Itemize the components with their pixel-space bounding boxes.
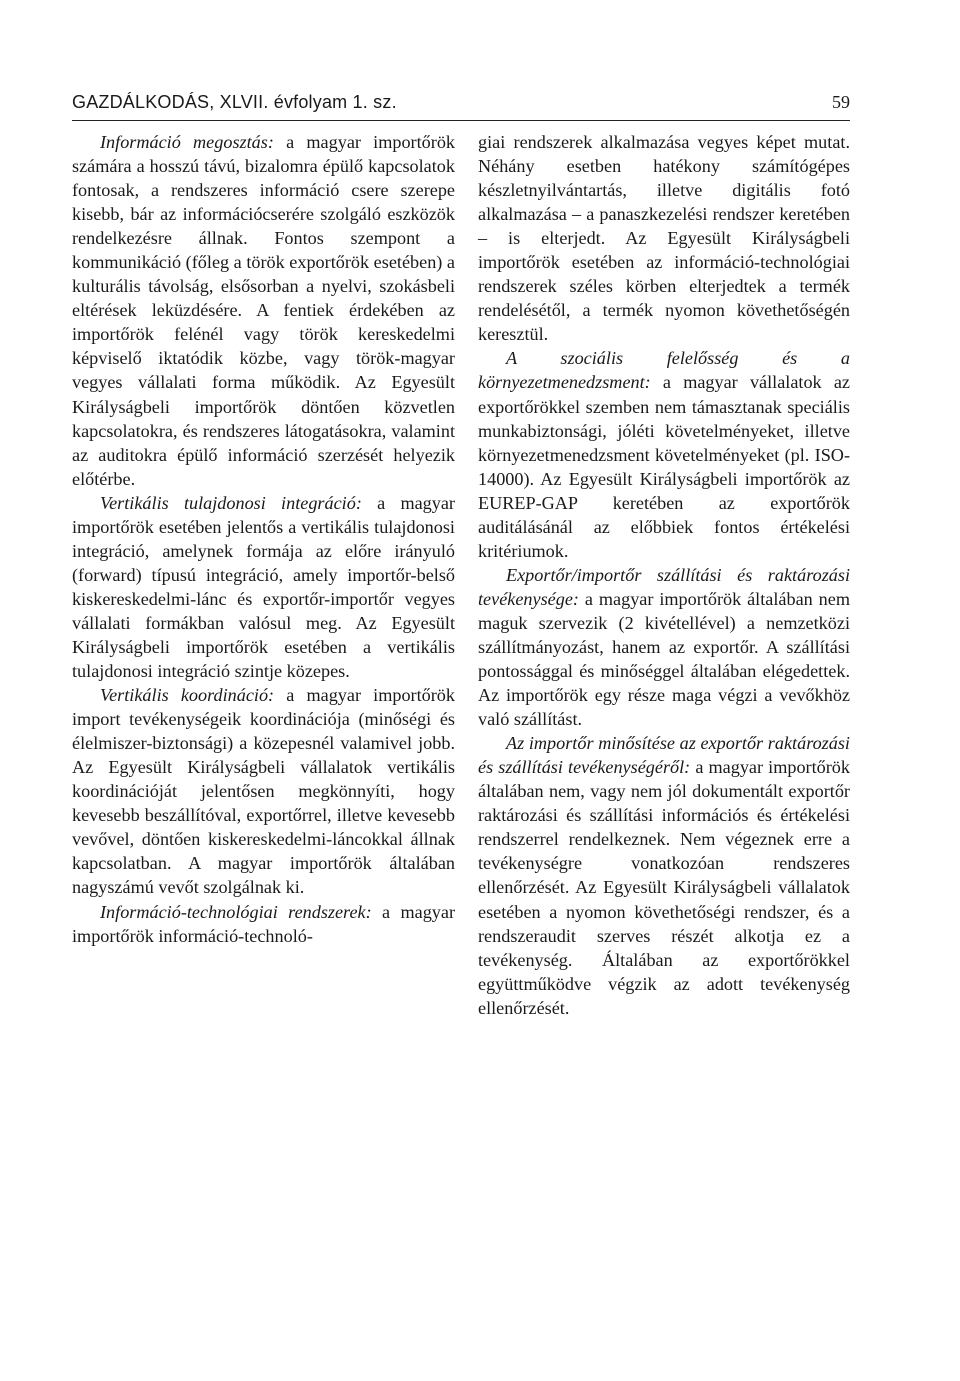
paragraph (72, 491, 455, 683)
right-column (478, 130, 850, 1020)
paragraph (478, 563, 850, 731)
paragraph-text: a magyar importőrök számára a hosszú távú, bizalomra épülő kapcsolatok fontosak, a rendszeres információ csere szerepe kisebb, bár az információcserére szolgáló eszközök rendelkezésre állnak. Fontos szempont a kommunikáció (főleg a török exportőrök esetében) a kulturális távolság, elsősorban a nyelvi, szokásbeli eltérések leküzdésére. A fentiek érdekében az importőrök felénél vagy török kereskedelmi képviselő iktatódik közbe, vagy török-magyar vegyes vállalati forma működik. Az Egyesült Királyságbeli importőrök döntően közvetlen kapcsolatokra, és rendszeres látogatásokra, valamint az auditokra épülő információ szerzését helyezik előtérbe. (72, 132, 456, 489)
paragraph-text: a magyar importőrök import tevékenységeik koordinációja (minőségi és élelmiszer-biztonsági) a közepesnél valamivel jobb. Az Egyesült Királyságbeli vállalatok vertikális koordinációját jelentősen megkönnyíti, hogy kevesebb beszállítóval, exportőrrel, illetve kevesebb vevővel, döntően kiskereskedelmi-láncokkal állnak kapcsolatban. A magyar importőrök általában nagyszámú vevőt szolgálnak ki. (72, 685, 455, 898)
paragraph (72, 683, 455, 899)
paragraph-text: a magyar vállalatok az exportőrökkel szemben nem támasztanak speciális munkabiztonsági, jóléti követelményeket, illetve környezetmenedzsment követelményeket (pl. ISO-14000). Az Egyesült Királyságbeli importőrök az EUREP-GAP keretében az exportőrök auditálásánál az előbbiek fontos értékelési kritériumok. (478, 372, 850, 561)
paragraph-text: a magyar importőrök általában nem maguk szervezik (2 kivétellével) a nemzetközi szállítmányozást, hanem az exportőr. A szállítási pontossággal és minőséggel általában elégedettek. Az importőrök egy része maga végzi a vevőkhöz való szállítást. (478, 588, 850, 730)
paragraph-text: a magyar importőrök információ-technoló- (72, 901, 456, 946)
paragraph-text: a magyar importőrök általában nem, vagy nem jól dokumentált exportőr raktározási és szállítási információs és értékelési rendszerrel rendelkeznek. Nem végeznek erre a tevékenységre vonatkozóan rendszeres ellenőrzését. Az Egyesült Királyságbeli vállalatok esetében a nyomon követhetőségi rendszer, és a rendszeraudit szerves részét alkotja ez a tevékenység. Általában az exportőrökkel együttműködve végzik az adott tevékenység ellenőrzését. (478, 757, 850, 1018)
paragraph-heading: A szociális felelősség és a környezetmenedzsment: (478, 348, 850, 393)
paragraph-heading: Az importőr minősítése az exportőr raktározási és szállítási tevékenységéről: (478, 733, 850, 778)
running-header (72, 88, 850, 121)
page-number: 59 (832, 92, 850, 112)
paragraph-heading: Exportőr/importőr szállítási és raktározási tevékenysége: (478, 564, 850, 609)
left-column (72, 130, 455, 948)
journal-title: GAZDÁLKODÁS, XLVII. évfolyam 1. sz. (72, 92, 397, 112)
paragraph (478, 346, 850, 562)
paragraph-text: giai rendszerek alkalmazása vegyes képet mutat. Néhány esetben hatékony számítógépes készletnyilvántartás, illetve digitális fotó alkalmazása – a panaszkezelési rendszer keretében – is elterjedt. Az Egyesült Királyságbeli importőrök esetében az információ-technológiai rendszerek széles körben elterjedtek a termék rendelésétől, a termék nyomon követhetőségén keresztül. (478, 132, 850, 345)
paragraph-heading: Vertikális tulajdonosi integráció: (100, 492, 362, 513)
paragraph (72, 130, 455, 491)
paragraph-heading: Információ megosztás: (100, 132, 274, 152)
paragraph (72, 900, 455, 948)
paragraph-heading: Vertikális koordináció: (100, 685, 275, 706)
paragraph-heading: Információ-technológiai rendszerek: (100, 901, 372, 922)
paragraph (478, 731, 850, 1020)
paragraph-continuation (478, 130, 850, 346)
paragraph-text: a magyar importőrök esetében jelentős a vertikális tulajdonosi integráció, amelynek formája az előre irányuló (forward) típusú integráció, amely importőr-belső kiskereskedelmi-lánc és exportőr-importőr vegyes vállalati formákban valósul meg. Az Egyesült Királyságbeli importőrök esetében a vertikális tulajdonosi integráció szintje közepes. (72, 492, 455, 682)
